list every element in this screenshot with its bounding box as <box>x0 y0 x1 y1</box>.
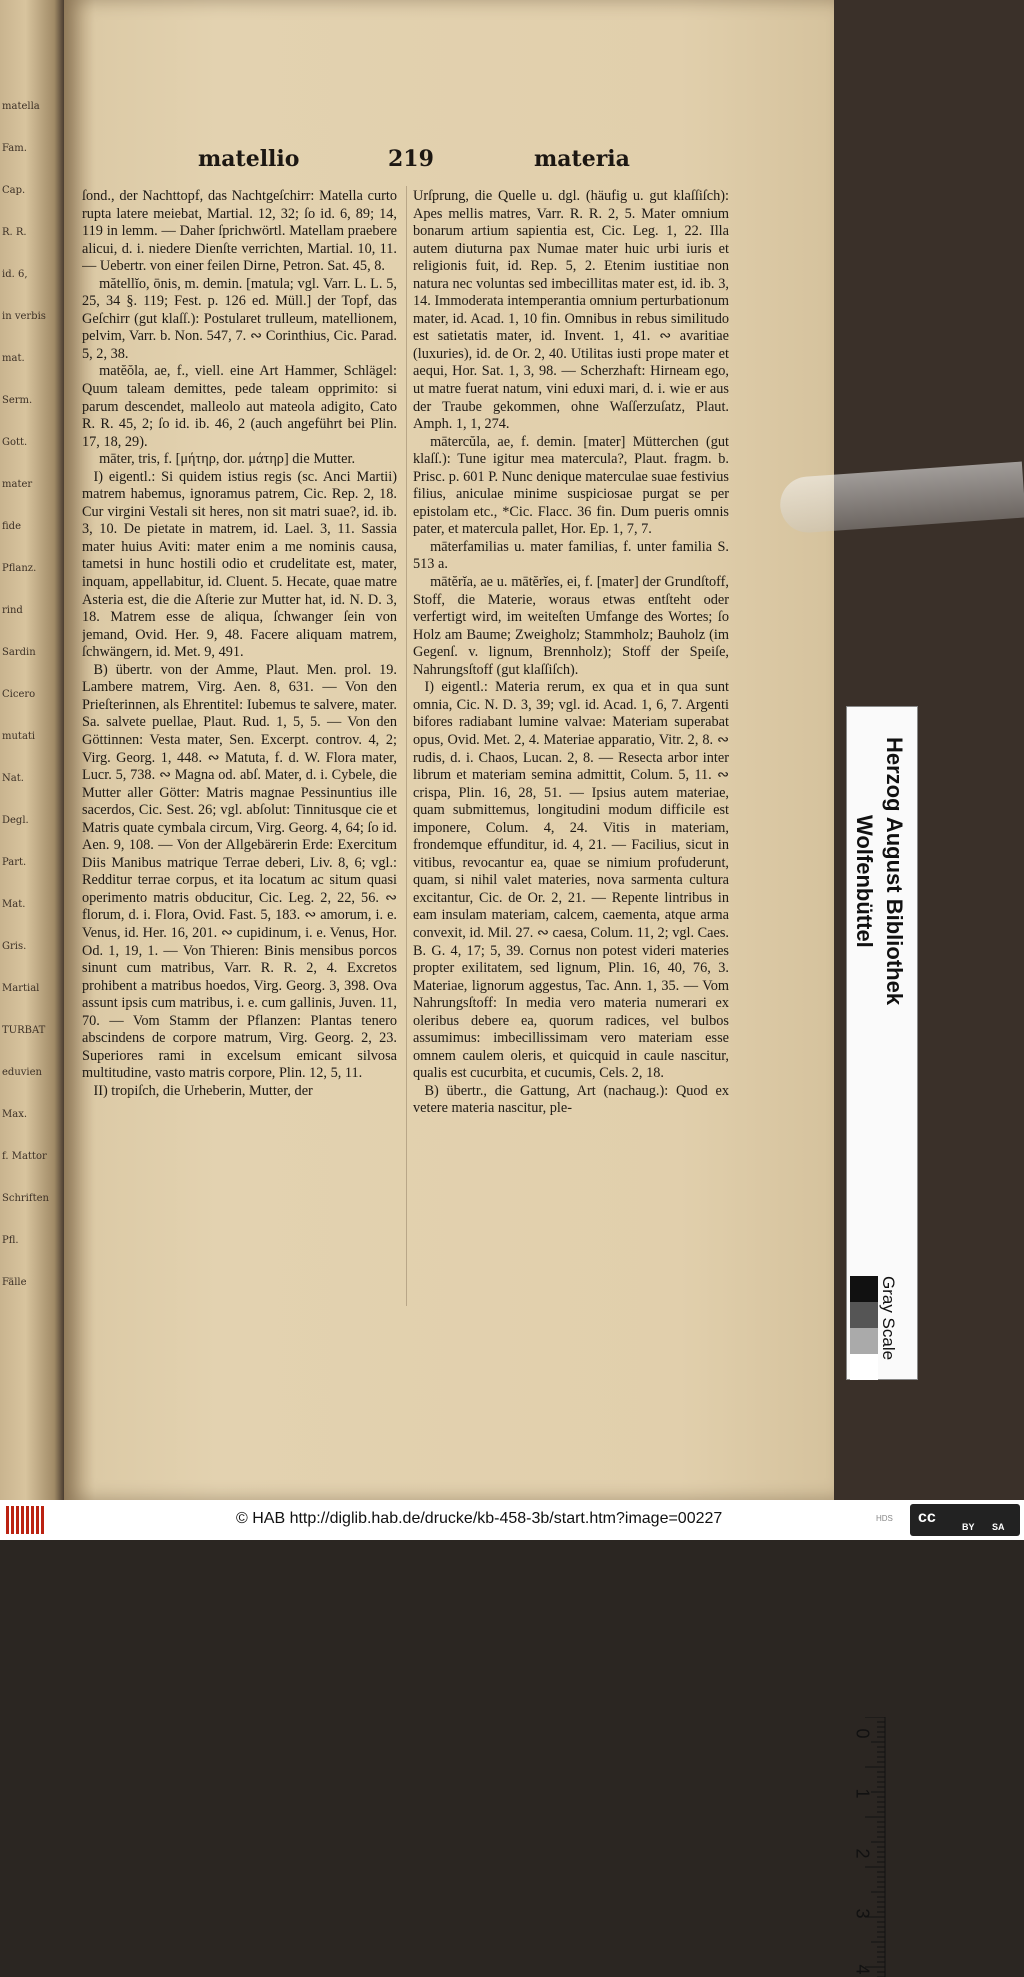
scale-number: 3 <box>852 1908 873 1919</box>
cc-license-badge[interactable] <box>910 1504 1020 1536</box>
left-page-edge <box>0 0 64 1500</box>
left-page-fragment: Max. <box>2 1109 28 1120</box>
left-page-fragment: Cicero <box>2 689 36 700</box>
paragraph: mătellĭo, ōnis, m. demin. [matula; vgl. Varr. L. L. 5, 25, 34 §. 119; Fest. p. 126 ed. Müll.] der Topf, das Geſchirr (gut klaſſ.): Postularet trulleum, matellionem, pelvim, Varr. b. Non. 547, 7. ∾ Corinthius, Cic. Parad. 5, 2, 38. <box>82 275 397 362</box>
header-right-word: materia <box>534 146 630 172</box>
left-page-fragment: Pfl. <box>2 1235 19 1246</box>
column-divider <box>406 186 407 1306</box>
left-page-fragment: Degl. <box>2 815 29 826</box>
hab-logo-icon <box>6 1506 44 1534</box>
footer-bar <box>0 1500 1024 1540</box>
paragraph: B) übertr. von der Amme, Plaut. Men. prol. 19. Lambere matrem, Virg. Aen. 8, 631. — Von den Prieſterinnen, als Ehrentitel: Iubemus te salvere, mater. Sa. salvete puellae, Plaut. Rud. 1, 5, 5. — Von den Göttinnen: Vesta mater, Sen. Excerpt. controv. 4, 2; Virg. Georg. 1, 448. ∾ Matuta, f. d. W. Flora mater, Lucr. 5, 738. ∾ Magna od. abſ. Mater, d. i. Cybele, die Mutter aller Götter: Matris magnae Pessinuntius ille sacerdos, Cic. Sest. 26; vgl. abſolut: Tinnitusque cie et Matris quate cymbala circum, Virg. Georg. 4, 64; ſo id. Aen. 9, 108. — Von der Allgebärerin Erde: Exercitum Diis Manibus matrique Terrae deberi, Liv. 8, 6; vgl.: Redditur terrae corpus, et ita locatum ac situm quasi operimento matris obducitur, Cic. Leg. 2, 22, 56. ∾ florum, d. i. Flora, Ovid. Fast. 5, 183. ∾ amorum, i. e. Venus, id. Her. 16, 201. ∾ cupidinum, i. e. Venus, Hor. Od. 1, 19, 1. — Von Thieren: Binis mensibus porcos sinunt cum matribus, Varr. R. R. 2, 4. Excretos prohibent a matribus hoedos, Virg. Georg. 3, 398. Ova assunt ipsis cum matribus, i. e. cum gallinis, Juven. 11, 70. — Vom Stamm der Pflanzen: Plantas tenero abscindens de corpore matrum, Virg. Georg. 2, 23. Superiores rami in excelsum emicant silvosa multitudine, vasto matris corpore, Plin. 12, 5, 11. <box>82 661 397 1082</box>
paragraph: mātercŭla, ae, f. demin. [mater] Mütterchen (gut klaſſ.): Tune igitur mea matercula?, Plaut. fragm. b. Prisc. p. 601 P. Nunc denique materculae suae festivius filius, aniculae minime suspiciosae purgat se per epistolam etc., *Cic. Flacc. 36 fin. Dum pueris omnis pater, et matercula pallet, Hor. Ep. 1, 7, 7. <box>413 433 729 538</box>
scale-number: 4 <box>852 1964 873 1975</box>
left-page-fragment: R. R. <box>2 227 27 238</box>
text-column-right <box>413 188 729 1308</box>
sa-label: SA <box>992 1522 1005 1532</box>
paragraph: II) tropiſch, die Urheberin, Mutter, der <box>93 1082 313 1099</box>
left-page-fragment: Schriften <box>2 1193 49 1204</box>
ruler-ticks <box>855 1717 887 1977</box>
left-page-fragment: matella <box>2 101 40 112</box>
left-page-fragment: fide <box>2 521 21 532</box>
gray-scale-label: Gray Scale <box>879 1276 898 1361</box>
paragraph: māter, tris, f. [μήτηρ, dor. μάτηρ] die Mutter. <box>99 451 356 468</box>
left-page-fragment: Part. <box>2 857 27 868</box>
page-number: 219 <box>388 146 434 172</box>
paragraph: mātĕrĭa, ae u. mātĕrĭes, ei, f. [mater] der Grundſtoff, Stoff, die Materie, woraus etwas entſteht oder verfertigt wird, im weiteſten Umfange des Wortes; ſo Holz am Baume; Zweigholz; Stammholz; Bauholz (im Gegenſ. v. lignum, Brennholz); Stoff der Speiſe, Nahrungsſtoff (gut klaſſiſch). <box>413 574 729 678</box>
left-page-fragment: Fälle <box>2 1277 27 1288</box>
by-label: BY <box>962 1522 975 1532</box>
left-page-fragment: Martial <box>2 983 40 994</box>
text-column-left <box>82 188 397 1308</box>
scale-number: 2 <box>852 1848 873 1859</box>
left-page-fragment: Nat. <box>2 773 24 784</box>
left-page-fragment: in verbis <box>2 311 46 322</box>
paragraph: matĕŏla, ae, f., viell. eine Art Hammer, Schlägel: Quum taleam demittes, pede taleam opprimito: si parum descendet, malleolo aut mateola adigito, Cato R. R. 45, 2; ſo id. ib. 46, 2 (auch angeführt bei Plin. 17, 18, 29). <box>82 363 397 450</box>
header-left-word: matellio <box>198 146 300 172</box>
left-page-fragment: TURBAT <box>2 1025 46 1036</box>
left-page-fragment: id. 6, <box>2 269 28 280</box>
left-page-fragment: eduvien <box>2 1067 42 1078</box>
left-page-fragment: mater <box>2 479 33 490</box>
left-page-fragment: Gris. <box>2 941 27 952</box>
paragraph: ſond., der Nachttopf, das Nachtgeſchirr: Matella curto rupta latere meiebat, Martial. 12, 32; ſo id. 6, 89; 14, 119 in lemm. — Daher ſprichwörtl. Matellam praebere alicui, d. i. niedere Dienſte verrichten, Martial. 10, 11. — Uebertr. von einer feilen Dirne, Petron. Sat. 45, 8. <box>82 188 397 275</box>
gray-scale-swatches <box>850 1276 878 1380</box>
left-page-fragment: f. Mattor <box>2 1151 47 1162</box>
paragraph: Urſprung, die Quelle u. dgl. (häufig u. gut klaſſiſch): Apes mellis matres, Varr. R. R. 2, 5. Mater omnium bonarum artium sapientia est, Cic. Leg. 1, 22. Illa autem diuturna pax Numae mater huic urbi iuris et religionis fuit, id. Rep. 5, 2. Etenim iustitiae non natura nec voluntas sed imbecillitas mater est, id. ib. 3, 14. Immoderata intemperantia omnium perturbationum mater, id. Acad. 1, 10 fin. Omnibus in rebus similitudo est satietatis mater, id. Invent. 1, 41. ∾ avaritiae (luxuries), id. de Or. 2, 40. Utilitas iusti prope mater et aequi, Hor. Sat. 1, 3, 98. — Scherzhaft: Hirneam ego, ut matre fuerat natum, vini eduxi mari, d. i. wie er aus der Traube gekommen, ohne Waſſerzuſatz, Plaut. Amph. 1, 1, 274. <box>413 188 729 433</box>
left-page-fragment: Serm. <box>2 395 33 406</box>
left-page-fragment: Mat. <box>2 899 26 910</box>
left-page-fragment: rind <box>2 605 23 616</box>
paragraph: I) eigentl.: Materia rerum, ex qua et in qua sunt omnia, Cic. N. D. 3, 39; vgl. id. Acad. 1, 6, 7. Argenti bifores radiabant lumine valvae: Materiam superabat opus, Ovid. Met. 2, 4. Materiae apparatio, Vitr. 2, 8. ∾ rudis, d. i. Chaos, Lucan. 2, 8. — Resecta arbor inter librum et materiam semina admittit, Colum. 5, 11. ∾ crispa, Plin. 16, 28, 51. — Ipsius autem materiae, quam submittemus, longitudini modum difficile est imponere, Colum. 4, 24. Vitis in materiam, frondemque effunditur, id. 4, 21. — Facilius, sicut in vitibus, revocantur ea, quae se nimium profuderunt, quam, si nihil valet materies, nova sarmenta cultura excitantur, Cic. de Or. 2, 21. — Repente lintribus in eam insulam materiam, calcem, caementa, atque arma convexit, id. Mil. 27. ∾ caesa, Colum. 11, 2; vgl. Caes. B. G. 4, 17; 5, 39. Cornus non potest videri materies propter exilitatem, sed lignum, Plin. 16, 40, 76, 3. Materiae, lignorum aggestus, Tac. Ann. 1, 35. — Vom Nahrungsſtoff: In media vero materia numerari ex oleribus debere ea, quorum radices, vel bulbos assumimus: imbecillissimam vero materiam esse omnem caulem oleris, et quicquid in caule nascitur, qualis est cucurbita, et cucumis, Cels. 2, 18. <box>413 679 729 1082</box>
scale-number: 0 <box>852 1728 873 1739</box>
paragraph: B) übertr., die Gattung, Art (nachaug.): Quod ex vetere materia nascitur, ple- <box>413 1082 729 1117</box>
paragraph: I) eigentl.: Si quidem istius regis (sc. Anci Martii) matrem habemus, ignoramus patrem, Cic. Rep. 2, 18. Cur virgini Vestali sit heres, non sit matri suae?, id. ib. 3, 10. De pietate in matrem, id. Lael. 3, 11. Sassia mater huius Aviti: mater enim a me nominis causa, tametsi in hunc hostili odio et crudelitate est, mater, inquam, appellabitur, id. Cluent. 5. Hecate, quae matre Asteria est, die die Aſterie zur Mutter hat, id. N. D. 3, 18. Matrem esse de aliqua, ſchwanger ſein von jemand, Ovid. Her. 9, 48. Facere aliquam matrem, ſchwängern, id. Met. 9, 491. <box>82 468 397 661</box>
left-page-fragment: Cap. <box>2 185 26 196</box>
left-page-fragment: Fam. <box>2 143 27 154</box>
left-page-fragment: Sardin <box>2 647 36 658</box>
source-url[interactable]: © HAB http://diglib.hab.de/drucke/kb-458-3b/start.htm?image=00227 <box>236 1510 723 1527</box>
institution-city: Wolfenbüttel <box>852 815 877 948</box>
scale-number: 1 <box>852 1788 873 1799</box>
left-page-fragment: mat. <box>2 353 25 364</box>
small-mark: HDS <box>876 1514 893 1523</box>
left-page-fragment: Gott. <box>2 437 28 448</box>
cc-icon: cc <box>918 1509 936 1526</box>
institution-name: Herzog August Bibliothek <box>882 737 907 1006</box>
paragraph: māterfamilias u. mater familias, f. unter familia S. 513 a. <box>413 538 729 573</box>
left-page-fragment: Pflanz. <box>2 563 37 574</box>
left-page-fragment: mutati <box>2 731 36 742</box>
